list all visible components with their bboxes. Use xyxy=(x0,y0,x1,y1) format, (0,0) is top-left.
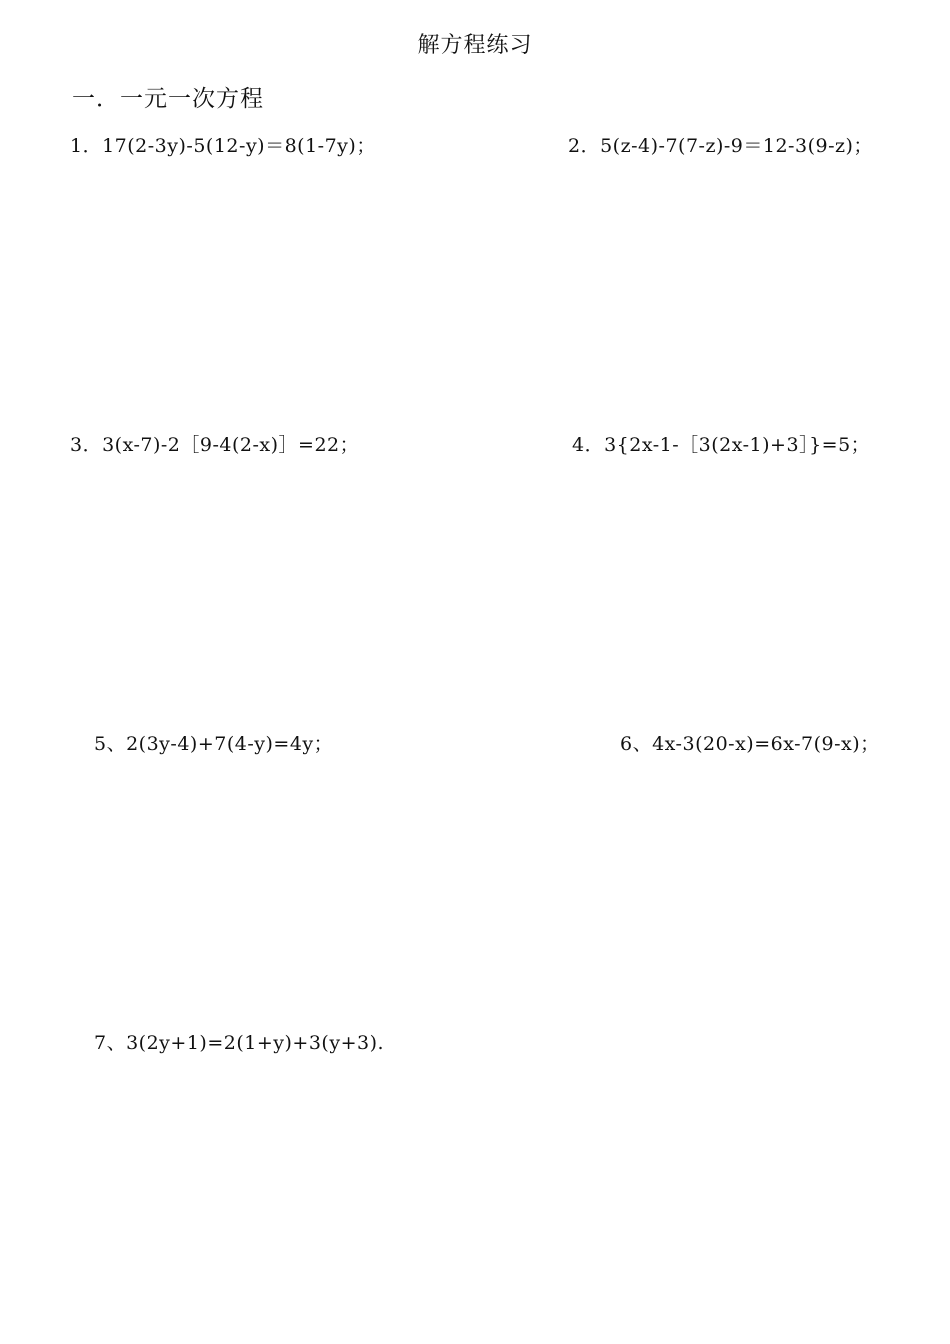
problem-7: 7、3(2y+1)=2(1+y)+3(y+3). xyxy=(94,1032,385,1054)
problem-6: 6、4x-3(20-x)=6x-7(9-x)； xyxy=(620,733,880,755)
problem-2: 2．5(z-4)-7(7-z)-9＝12-3(9-z)； xyxy=(568,135,873,157)
problem-1: 1．17(2-3y)-5(12-y)＝8(1-7y)； xyxy=(70,135,376,157)
problem-3: 3．3(x-7)-2［9-4(2-x)］=22； xyxy=(70,434,360,456)
section-heading: 一．一元一次方程 xyxy=(72,86,264,112)
problem-4: 4．3{2x-1-［3(2x-1)+3］}=5； xyxy=(572,434,871,456)
problem-5: 5、2(3y-4)+7(4-y)=4y； xyxy=(94,733,334,755)
page-title: 解方程练习 xyxy=(417,33,533,58)
